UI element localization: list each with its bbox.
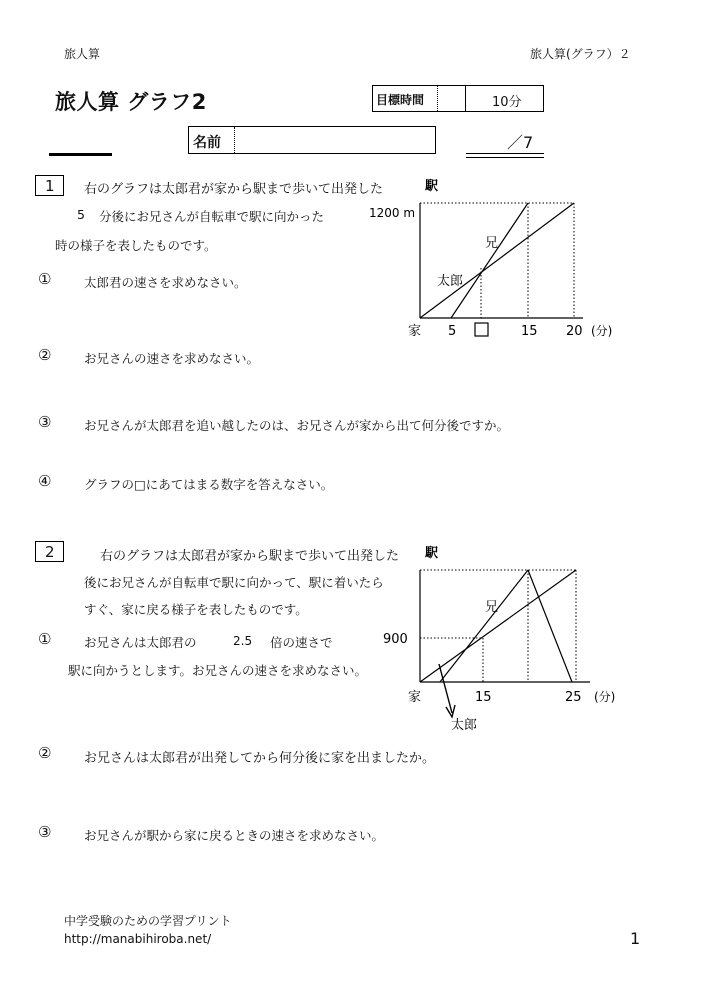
q2-item-text: 倍の速さで <box>270 635 333 650</box>
q2-item-mark: ① <box>38 630 52 648</box>
q2-taro-line <box>420 570 576 682</box>
q1-item-mark: ② <box>38 346 52 364</box>
q2-intro-line1: 右のグラフは太郎君が家から駅まで歩いて出発した <box>100 549 400 564</box>
q2-brother-line-out <box>440 570 528 682</box>
q1-item-mark: ④ <box>38 472 52 490</box>
q1-home-label: 家 <box>408 324 422 339</box>
q2-station-label: 駅 <box>425 546 439 561</box>
q1-tick-label: 20 <box>566 324 583 339</box>
q2-item-value: 2.5 <box>233 634 253 648</box>
q1-brother-label: 兄 <box>485 236 499 251</box>
q2-distance-label: 900 <box>383 632 408 647</box>
page-number: 1 <box>630 929 641 948</box>
q1-number: 1 <box>45 177 55 195</box>
q1-distance-label: 1200 m <box>369 206 416 220</box>
q2-item-mark: ② <box>38 744 52 762</box>
q1-item-text: グラフの□にあてはまる数字を答えなさい。 <box>84 477 334 492</box>
q1-tick-label: 5 <box>448 324 457 339</box>
q2-tick-label: 15 <box>475 690 492 705</box>
header-left: 旅人算 <box>64 47 101 61</box>
q1-item-mark: ① <box>38 270 52 288</box>
q2-item-mark: ③ <box>38 823 52 841</box>
q1-unit-label: (分) <box>591 324 613 338</box>
q1-item-text: 太郎君の速さを求めなさい。 <box>84 275 247 290</box>
score-total: ／7 <box>507 133 534 152</box>
q2-item-text: お兄さんは太郎君の <box>84 635 197 650</box>
q2-brother-label: 兄 <box>485 600 499 615</box>
q1-item-mark: ③ <box>38 413 52 431</box>
footer-link[interactable]: http://manabihiroba.net/ <box>64 932 212 946</box>
q1-item-text: お兄さんが太郎君を追い越したのは、お兄さんが家から出て何分後ですか。 <box>84 418 510 433</box>
q1-intro-value: 5 <box>77 207 85 222</box>
q2-brother-line-back <box>528 570 572 682</box>
q2-item-text: 駅に向かうとします。お兄さんの速さを求めなさい。 <box>68 663 368 678</box>
q1-intro-line1: 右のグラフは太郎君が家から駅まで歩いて出発した <box>84 182 384 197</box>
q2-taro-label: 太郎 <box>451 718 478 733</box>
q1-intro-line3: 時の様子を表したものです。 <box>55 238 217 253</box>
target-time-label: 目標時間 <box>376 93 425 107</box>
q2-home-label: 家 <box>408 690 422 705</box>
q2-taro-arrow <box>439 664 452 713</box>
q1-station-label: 駅 <box>425 179 439 194</box>
q2-item-text: お兄さんは太郎君が出発してから何分後に家を出ましたか。 <box>84 751 436 766</box>
q2-unit-label: (分) <box>594 690 616 704</box>
page-title: 旅人算 グラフ2 <box>55 90 207 114</box>
q1-intro-line2: 分後にお兄さんが自転車で駅に向かった <box>99 209 325 224</box>
q1-taro-label: 太郎 <box>437 274 464 289</box>
name-label: 名前 <box>193 135 221 151</box>
q2-intro-line2: 後にお兄さんが自転車で駅に向かって、駅に着いたら <box>84 575 384 590</box>
q2-tick-label: 25 <box>565 690 582 705</box>
q2-number: 2 <box>45 543 55 561</box>
header-right: 旅人算(グラフ）２ <box>530 47 631 61</box>
target-time-value: 10分 <box>492 95 522 110</box>
q1-item-text: お兄さんの速さを求めなさい。 <box>84 351 260 366</box>
q1-tick-label: 15 <box>521 324 538 339</box>
q2-item-text: お兄さんが駅から家に戻るときの速さを求めなさい。 <box>84 828 385 843</box>
footer-line1: 中学受験のための学習プリント <box>64 914 232 928</box>
q2-intro-line3: すぐ、家に戻る様子を表したものです。 <box>84 602 308 617</box>
